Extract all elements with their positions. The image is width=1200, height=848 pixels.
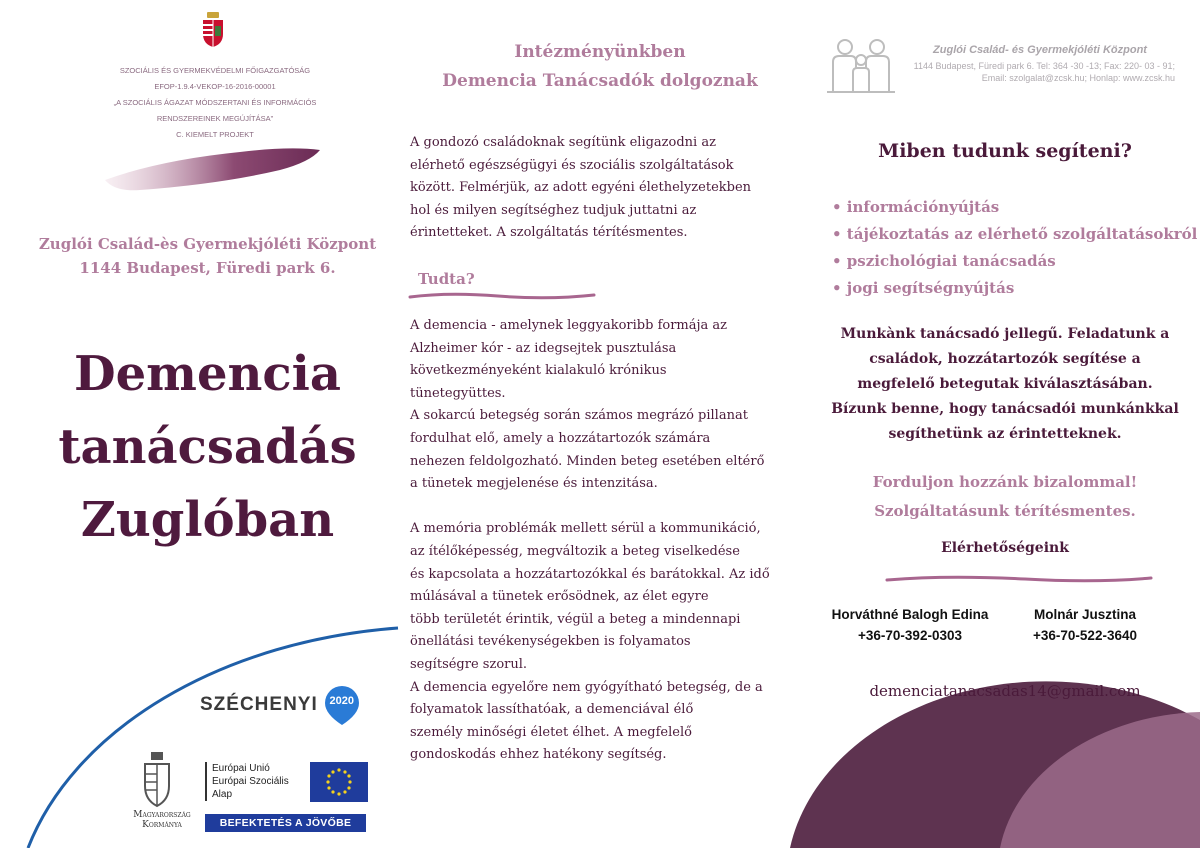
- hungarian-coat-of-arms-logo: [201, 12, 225, 52]
- intro-paragraph: [410, 132, 790, 245]
- gov-org-line: EFOP-1.9.4-VEKOP-16-2016-00001: [154, 82, 276, 91]
- main-line: a tünetek megjelenése és intenzitása.: [410, 476, 658, 492]
- contact-person-1: [815, 604, 1005, 646]
- main-line: A memória problémák mellett sérül a kommunikáció,: [410, 521, 761, 537]
- main-title: [20, 338, 395, 557]
- org-contact-line2: Email: szolgalat@zcsk.hu; Honlap: www.zcsk.hu: [981, 73, 1175, 83]
- work-line: megfelelő betegutak kiválasztásában.: [857, 376, 1153, 392]
- szechenyi-label: SZÉCHENYI: [200, 694, 318, 715]
- org-name: Zuglói Család- és Gyermekjóléti Központ: [933, 44, 1147, 56]
- szechenyi-logo: [200, 684, 362, 726]
- center-name: Zuglói Család-ès Gyermekjóléti Központ: [38, 235, 377, 253]
- tudta-heading: Tudta?: [418, 270, 475, 288]
- help-list: [832, 194, 1197, 302]
- government-logo: [112, 752, 212, 830]
- person-phone: +36-70-522-3640: [1033, 628, 1137, 643]
- help-item: • pszichológiai tanácsadás: [832, 252, 1056, 270]
- contacts-underline-decoration: [885, 572, 1155, 588]
- contact-person-2: [1010, 604, 1160, 646]
- main-line: személy minőségi életet élhet. A megfelelő: [410, 724, 692, 740]
- main-paragraph: [410, 315, 800, 767]
- cta-line2: Szolgáltatásunk térítésmentes.: [874, 502, 1136, 520]
- family-center-logo-icon: [825, 38, 897, 94]
- main-title-line: tanácsadás: [58, 419, 357, 475]
- org-contact-line1: 1144 Budapest, Füredi park 6. Tel: 364 -30 -13; Fax: 220- 03 - 91;: [913, 61, 1175, 71]
- middle-heading: [400, 38, 800, 96]
- main-line: nehezen feldolgozható. Minden beteg esetében eltérő: [410, 453, 765, 469]
- intro-line: A gondozó családoknak segítünk eligazodni az: [410, 135, 716, 150]
- help-item: • információnyújtás: [832, 198, 1000, 216]
- intro-line: elérhető egészségügyi és szociális szolgáltatások: [410, 157, 734, 173]
- tudta-underline-decoration: [408, 288, 598, 304]
- work-line: Bízunk benne, hogy tanácsadói munkánkkal: [831, 401, 1179, 417]
- gov-org-block: [90, 63, 340, 143]
- main-line: folyamatok lassíthatóak, a demenciával élő: [410, 702, 694, 718]
- gov-org-line: „A SZOCIÁLIS ÁGAZAT MÓDSZERTANI ÉS INFORMÁCIÓS RENDSZEREINEK MEGÚJÍTÁSA”: [113, 98, 317, 123]
- center-address: 1144 Budapest, Füredi park 6.: [79, 259, 336, 277]
- main-line: és kapcsolata a hozzátartozókkal és barátokkal. Az idő: [410, 566, 770, 582]
- szechenyi-pin-icon: [322, 684, 362, 726]
- szechenyi-year: 2020: [329, 695, 354, 707]
- help-item: • jogi segítségnyújtás: [832, 279, 1015, 297]
- intro-line: között. Felmérjük, az adott egyéni élethelyzetekben: [410, 180, 752, 196]
- main-title-line: Zuglóban: [80, 492, 335, 548]
- main-line: több területét érintik, végül a beteg a mindennapi: [410, 611, 741, 627]
- intro-line: hol és milyen segítséghez tudjuk juttatni az: [410, 202, 697, 218]
- gov-label-line2: Kormánya: [142, 820, 182, 830]
- eu-flag-icon: [310, 762, 368, 802]
- main-line: Alzheimer kór - az idegsejtek pusztulása: [410, 340, 677, 356]
- gov-org-line: SZOCIÁLIS ÉS GYERMEKVÉDELMI FŐIGAZGATÓSÁG: [119, 66, 311, 75]
- middle-heading-line2: Demencia Tanácsadók dolgoznak: [442, 71, 758, 91]
- eu-line: Európai Szociális: [212, 776, 289, 787]
- center-address-block: [20, 232, 395, 280]
- person-name: Horváthné Balogh Edina: [831, 607, 989, 622]
- main-line: fordulhat elő, amely a hozzátartozók számára: [410, 430, 711, 446]
- main-line: [410, 496, 800, 519]
- eu-logo-block: [205, 762, 368, 832]
- eu-line: Alap: [212, 789, 233, 800]
- main-line: A demencia egyelőre nem gyógyítható betegség, de a: [410, 679, 763, 695]
- main-line: múlásával a tünetek erősödnek, az élet egyre: [410, 589, 709, 605]
- person-phone: +36-70-392-0303: [858, 628, 962, 643]
- person-name: Molnár Jusztina: [1033, 607, 1136, 622]
- gov-label-line1: Magyarország: [133, 810, 191, 820]
- eu-text: [205, 762, 300, 801]
- main-line: A demencia - amelynek leggyakoribb formája az: [410, 318, 728, 333]
- contact-email: demenciatanacsadas14@gmail.com: [869, 682, 1141, 700]
- work-line: Munkànk tanácsadó jellegű. Feladatunk a: [840, 326, 1170, 342]
- main-title-line: Demencia: [74, 346, 341, 402]
- contacts-title: Elérhetőségeink: [941, 540, 1069, 556]
- org-contact: [905, 60, 1175, 84]
- main-line: önellátási tevékenységekben is folyamatos: [410, 634, 691, 650]
- main-line: segítségre szorul.: [410, 656, 528, 672]
- main-line: következményeként kialakuló krónikus: [410, 363, 667, 379]
- coat-of-arms-icon: [140, 752, 174, 808]
- brush-stroke-decoration: [100, 140, 325, 195]
- help-title: Miben tudunk segíteni?: [878, 140, 1132, 162]
- middle-heading-line1: Intézményünkben: [514, 42, 686, 62]
- main-line: A sokarcú betegség során számos megrázó pillanat: [410, 408, 748, 424]
- help-item: • tájékoztatás az elérhető szolgáltatásokról: [832, 225, 1198, 243]
- work-line: segíthetünk az érintetteknek.: [888, 426, 1122, 442]
- main-line: gondoskodás ehhez hatékony segítség.: [410, 747, 667, 763]
- gov-org-line: C. KIEMELT PROJEKT: [176, 130, 254, 139]
- main-line: tünetegyüttes.: [410, 385, 506, 401]
- eu-line: Európai Unió: [212, 763, 270, 774]
- eu-banner: BEFEKTETÉS A JÖVŐBE: [205, 814, 366, 832]
- call-to-action: [820, 468, 1190, 526]
- intro-line: érintetteket. A szolgáltatás térítésmentes.: [410, 225, 688, 241]
- cta-line1: Forduljon hozzánk bizalommal!: [872, 473, 1138, 491]
- work-line: családok, hozzátartozók segítése a: [869, 351, 1141, 367]
- work-paragraph: [820, 322, 1190, 447]
- main-line: az ítélőképesség, megváltozik a beteg viselkedése: [410, 543, 740, 559]
